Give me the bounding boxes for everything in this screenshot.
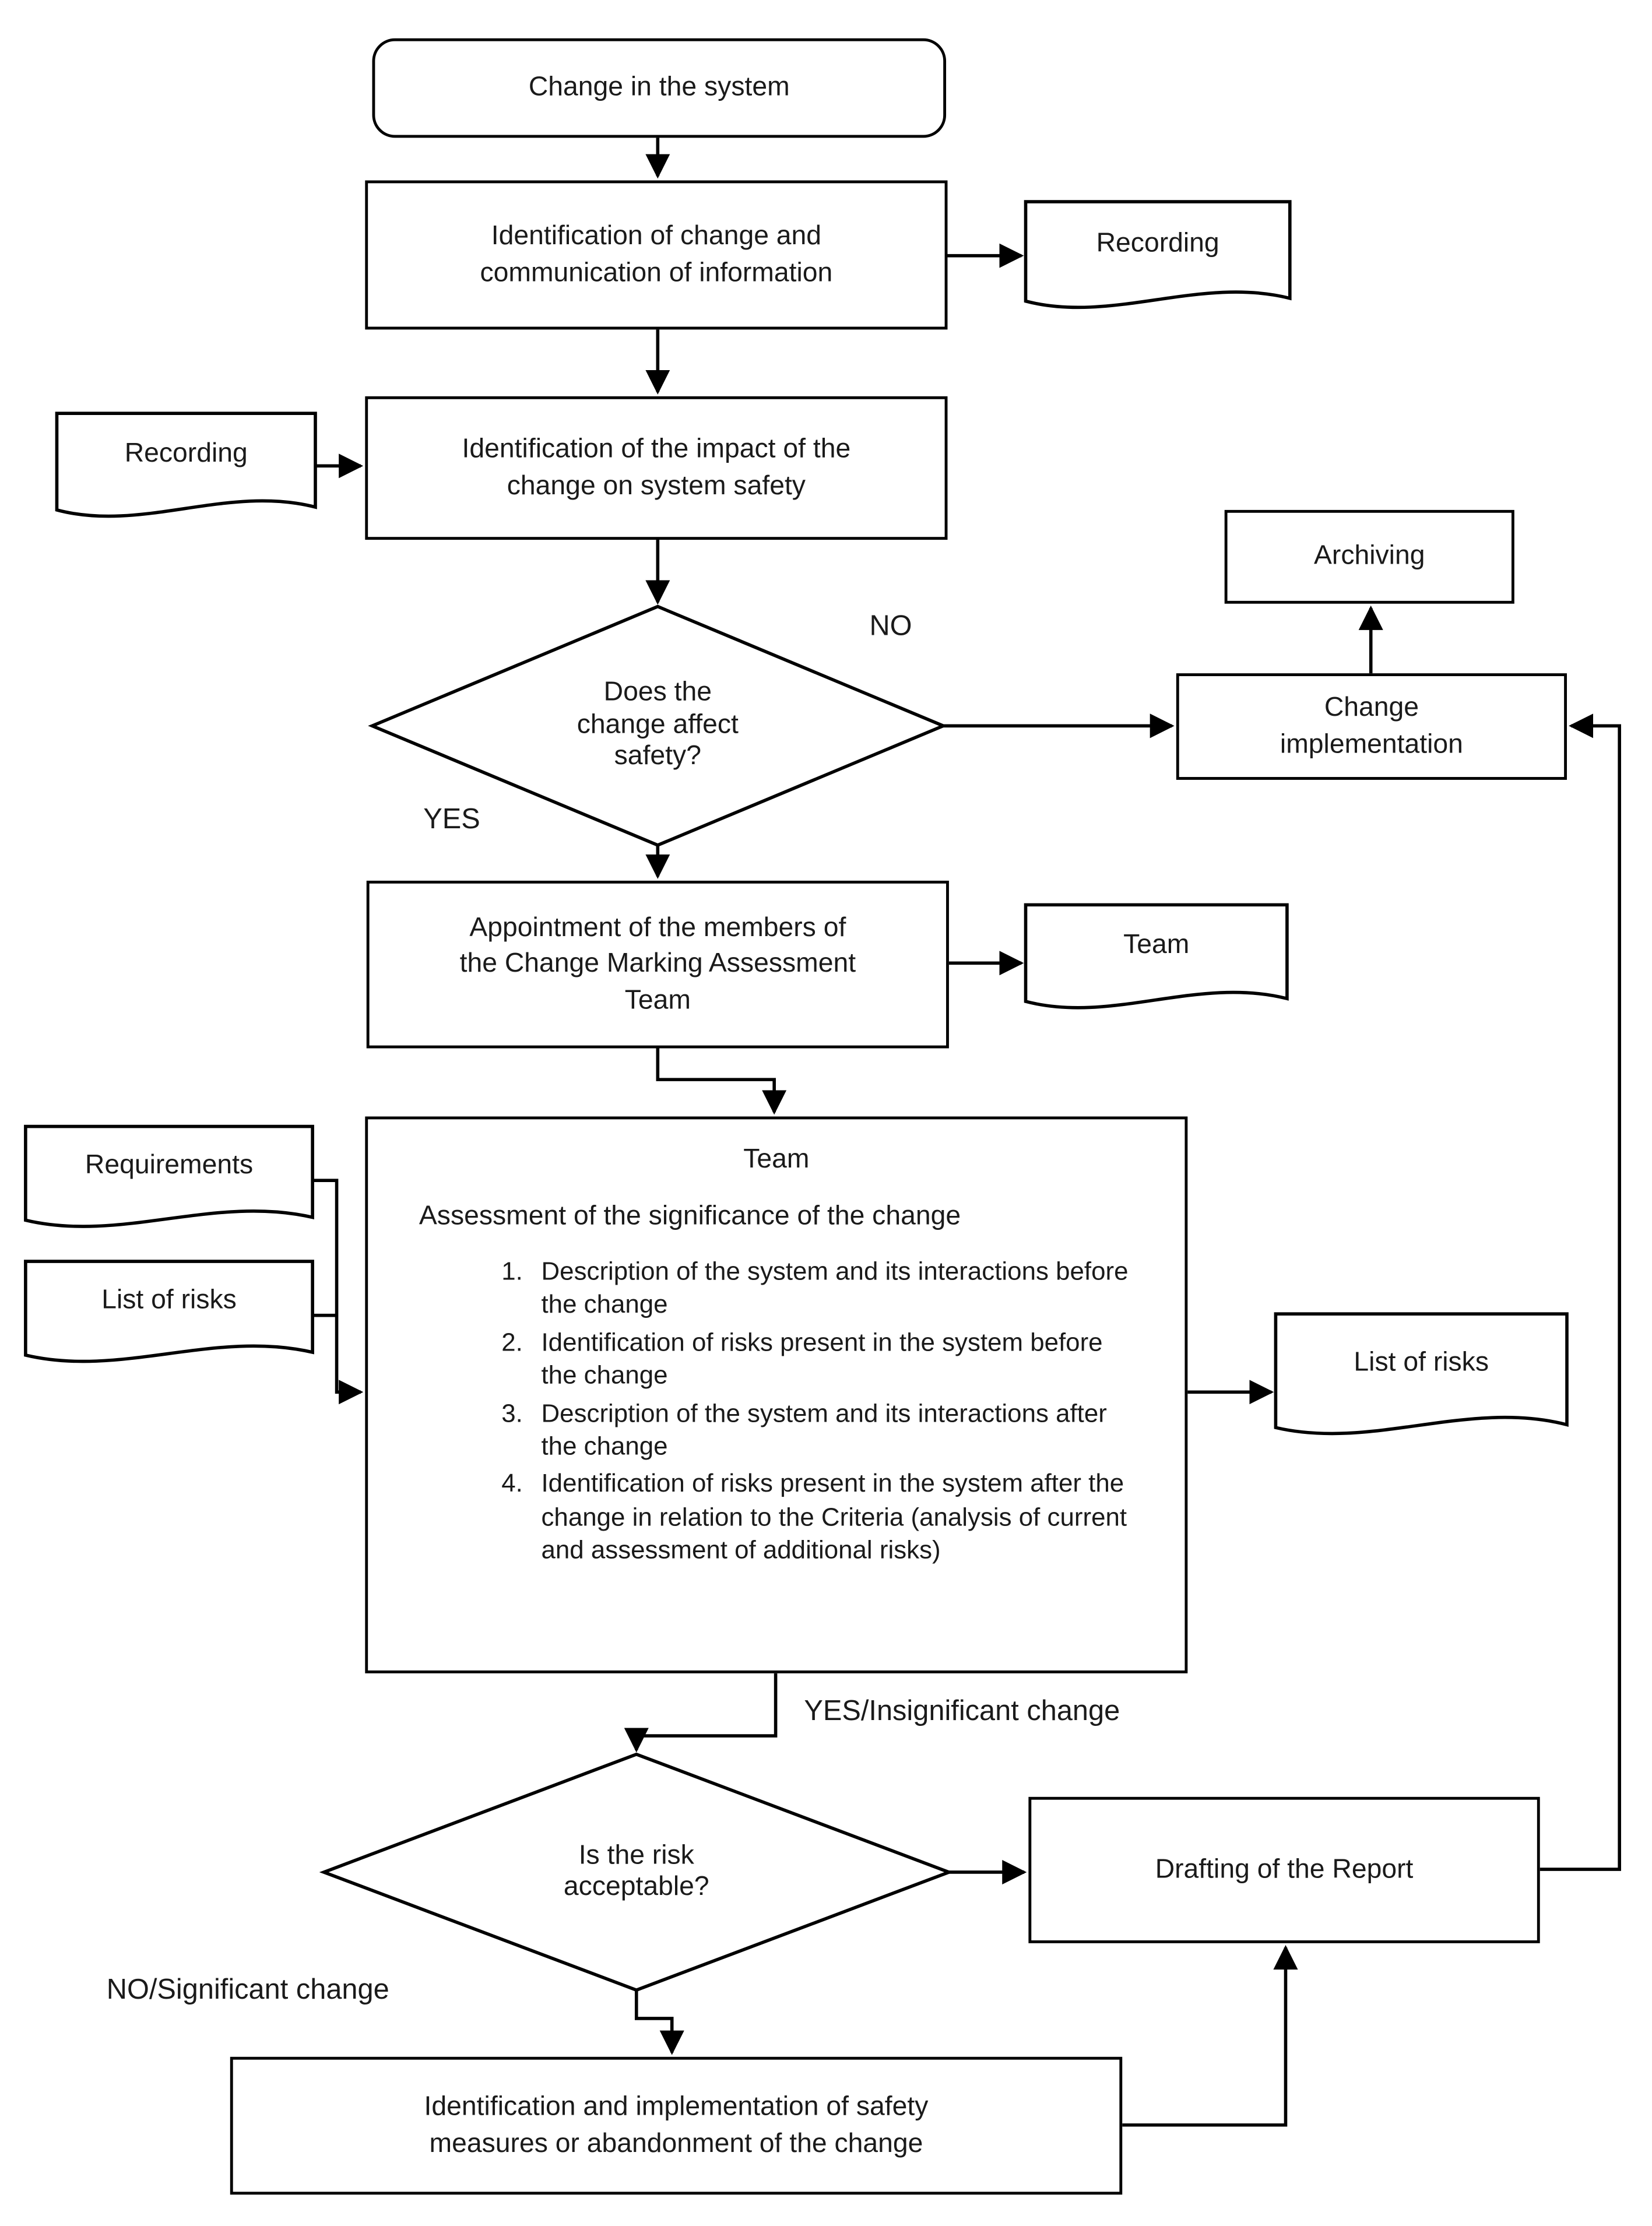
document-list-of-risks-left-label: List of risks	[101, 1285, 237, 1316]
edge-label-no-significant: NO/Significant change	[106, 1974, 389, 2006]
process-drafting-of-report	[1028, 1797, 1539, 1943]
process-safety-measures	[230, 2057, 1122, 2195]
decision-safety-line1: Does the	[603, 678, 712, 708]
assessment-step-3: 3. Description of the system and its interactions after the change	[530, 1397, 1138, 1464]
document-requirements-label: Requirements	[85, 1150, 254, 1180]
edge-label-yes: YES	[423, 804, 480, 835]
start-label: Change in the system	[528, 73, 790, 103]
process-safety-measures-label: Identification and implementation of safety measures or abandonment of the change	[424, 2093, 929, 2159]
decision-risk-line2: acceptable?	[563, 1872, 709, 1903]
connector-risk-no-to-safety-measures	[637, 1990, 672, 2052]
decision-risk-line1: Is the risk	[578, 1840, 694, 1870]
edge-label-yes-insignificant: YES/Insignificant change	[804, 1696, 1120, 1728]
decision-safety-line3: safety?	[614, 741, 701, 772]
decision-safety-line2: change affect	[577, 710, 739, 740]
connector-safety-measures-to-drafting	[1122, 1947, 1285, 2125]
assessment-step-1: 1. Description of the system and its interactions before the change	[530, 1256, 1138, 1322]
decision-is-risk-acceptable-label	[480, 1821, 793, 1923]
process-identification-of-change-label: Identification of change and communication of information	[480, 222, 833, 288]
process-appointment-of-team-label: Appointment of the members of the Change Marking Assessment Team	[459, 913, 856, 1015]
process-drafting-of-report-label: Drafting of the Report	[1155, 1855, 1414, 1885]
document-team-label: Team	[1123, 930, 1190, 960]
start-node	[372, 38, 946, 138]
process-change-implementation	[1176, 673, 1567, 780]
process-identification-of-impact-label: Identification of the impact of the change on system safety	[462, 435, 851, 501]
assessment-step-4: 4. Identification of risks present in the system after the change in relation to the Criteria (analysis of current and assessment of additional risks)	[530, 1468, 1138, 1567]
process-appointment-of-team	[367, 881, 949, 1049]
assessment-steps-list	[393, 1256, 1159, 1567]
change-implementation-line2: implementation	[1280, 729, 1463, 759]
process-identification-of-impact	[365, 396, 947, 540]
process-archiving	[1225, 510, 1514, 604]
process-archiving-label: Archiving	[1314, 541, 1425, 572]
decision-does-change-affect-safety-label	[469, 650, 846, 801]
edge-label-no: NO	[869, 610, 912, 642]
assessment-title: Team	[743, 1145, 810, 1175]
process-identification-of-change	[365, 180, 947, 329]
connector-assessment-to-decision-risk	[637, 1673, 776, 1750]
assessment-step-2: 2. Identification of risks present in the system before the change	[530, 1327, 1138, 1393]
connector-requirements-to-assessment	[312, 1180, 361, 1392]
change-implementation-line1: Change	[1324, 694, 1419, 724]
connector-drafting-to-change-implementation	[1540, 726, 1619, 1869]
assessment-subtitle: Assessment of the significance of the change	[419, 1201, 961, 1232]
process-change-implementation-label	[1280, 691, 1463, 762]
process-assessment-of-significance	[365, 1116, 1187, 1673]
document-recording-left-label: Recording	[124, 438, 248, 469]
document-list-of-risks-right-label: List of risks	[1354, 1348, 1489, 1378]
connector-appointment-to-assessment	[658, 1049, 774, 1113]
document-recording-top-label: Recording	[1096, 228, 1219, 259]
